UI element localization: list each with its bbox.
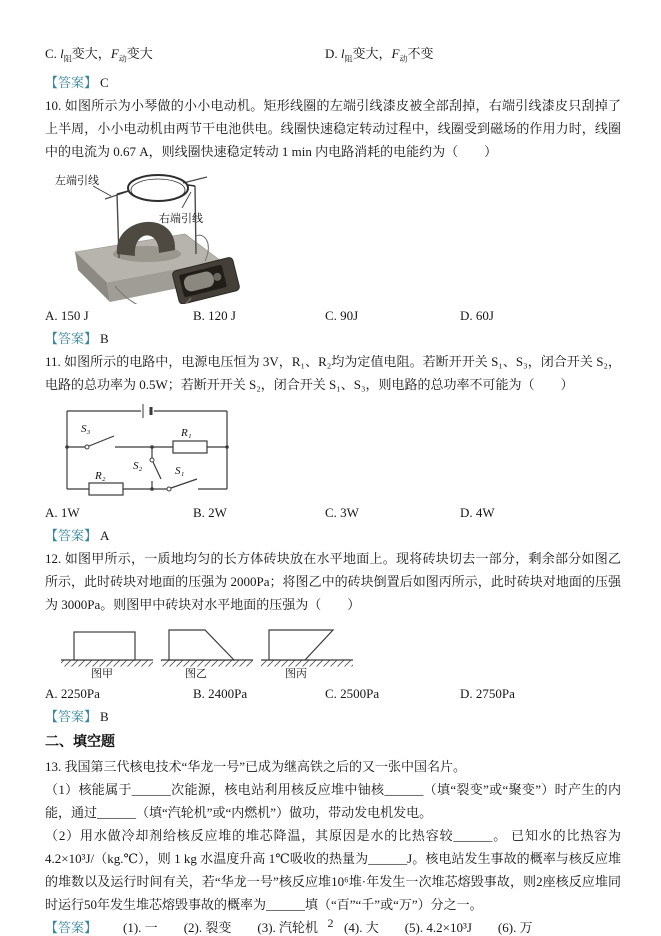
brick-jia-label: 图甲	[91, 667, 113, 680]
ground-hatch-yi	[161, 660, 253, 666]
answer-label: 【答案】	[45, 74, 98, 90]
resistor-r2-label: R₂	[95, 469, 106, 482]
answer-label: 【答案】	[45, 527, 98, 543]
answer-value: B	[100, 330, 109, 346]
question-10-answer	[45, 327, 621, 350]
question-11-options-row	[45, 501, 621, 524]
option-b: B. 120 J	[193, 307, 236, 323]
switch-s2-blade	[153, 462, 161, 479]
coil-axle-right	[188, 185, 195, 186]
switch-s1-label: S₁	[175, 464, 185, 477]
option-d: D. 2750Pa	[460, 685, 515, 701]
question-10-text: 10. 如图所示为小琴做的小小电动机。矩形线圈的左端引线漆皮被全部刮掉，右端引线漆皮只刮掉了上半周，小小电动机由两节干电池供电。线圈快速稳定转动过程中，线圈受到磁场的作用力时，线圈中的电流为 0.67 A，则线圈快速稳定转动 1 min 内电路消耗的电能约为（ ）	[45, 97, 621, 159]
prev-question-answer	[45, 71, 621, 94]
left-label-pointer	[93, 186, 111, 196]
resistor-r2	[89, 483, 123, 495]
question-11-text: 11. 如图所示的电路中，电源电压恒为 3V，R₁、R₂均为定值电阻。若断开开关 S₁、S₃，闭合开关 S₂，电路的总功率为 0.5W；若断开开关 S₂，闭合开关 S₁、S₃，则电路的总功率不可能为（ ）	[45, 353, 621, 392]
circuit-diagram-figure	[57, 401, 621, 499]
left-lead-label: 左端引线	[55, 174, 99, 187]
ground-hatch-bing	[261, 660, 353, 666]
option-d: D. 4W	[460, 504, 495, 520]
switch-s2-contact	[150, 458, 154, 462]
answer-label: 【答案】	[45, 330, 98, 346]
brick-yi-label: 图乙	[185, 667, 207, 680]
answer-label: 【答案】	[45, 708, 98, 724]
option-c: C. 2500Pa	[325, 685, 380, 701]
prev-option-c: C. $l_阻$变大，$F_动$变大	[45, 46, 153, 64]
circuit-diagram-svg	[57, 401, 242, 499]
option-c: C. 90J	[325, 307, 359, 323]
answer-value: C	[100, 74, 109, 90]
switch-s3-label: S₃	[81, 422, 91, 435]
ground-hatch-jia	[61, 660, 153, 666]
switch-s3-blade	[89, 436, 114, 446]
switch-s1-blade	[171, 479, 197, 488]
resistor-r1-label: R₁	[181, 426, 192, 439]
switch-s1-contact	[167, 487, 171, 491]
option-b: B. 2400Pa	[193, 685, 248, 701]
brick-bing	[269, 630, 333, 660]
answer-item-5: (5). 4.2×10³J	[404, 919, 472, 935]
question-13-part2: （2）用水做冷却剂给核反应堆的堆芯降温，其原因是水的比热容较______。 已知水的比热容为 4.2×10³J/（kg.℃），则 1 kg 水温度升高 1℃吸收的热量为______J。核电站发生事故的概率与核反应堆的堆数以及运行时间有关，若“华龙一号”核反应堆10⁶堆·年发生一次堆芯熔毁事故，则2座核反应堆同时运行50年发生堆芯熔毁事故的概率为______填（“百”“千”或“万”）分之一。	[45, 827, 621, 912]
question-13-intro: 13. 我国第三代核电技术“华龙一号”已成为继高铁之后的又一张中国名片。	[45, 758, 467, 774]
option-a: A. 150 J	[45, 307, 89, 323]
answer-value: B	[100, 708, 109, 724]
brick-figure-svg	[57, 618, 357, 682]
option-a: A. 1W	[45, 504, 80, 520]
brick-jia	[74, 632, 135, 660]
answer-value: A	[100, 527, 110, 543]
question-13-part1: （1）核能属于______次能源，核电站利用核反应堆中铀核______（填“裂变”或“聚变”）时产生的内能，通过______（填“汽轮机”或“内燃机”）做功，带动发电机发电。	[45, 781, 621, 820]
coil-loop-inner	[131, 179, 185, 201]
brick-bing-label: 图丙	[285, 667, 307, 680]
question-12-text: 12. 如图甲所示，一质地均匀的长方体砖块放在水平地面上。现将砖块切去一部分，剩余部分如图乙所示，此时砖块对地面的压强为 2000Pa；将图乙中的砖块倒置后如图丙所示，此时砖块对地面的压强为 3000Pa。则图甲中砖块对水平地面的压强为（ ）	[45, 550, 621, 612]
option-b: B. 2W	[193, 504, 227, 520]
motor-photo-figure	[55, 166, 621, 304]
page-number: 2	[327, 916, 334, 930]
answer-item-3: (3). 汽轮机	[257, 919, 319, 935]
option-c: C. 3W	[325, 504, 359, 520]
answer-label: 【答案】	[45, 919, 98, 935]
brick-yi	[169, 630, 234, 660]
section-heading-fill-in-blanks: 二、填空题	[45, 732, 115, 749]
question-10-options-row	[45, 304, 621, 327]
answer-item-6: (6). 万	[497, 919, 533, 935]
motor-photo-svg	[55, 166, 265, 304]
question-12-answer	[45, 705, 621, 728]
prev-question-options-row	[45, 42, 621, 71]
answer-item-1: (1). 一	[123, 919, 158, 935]
option-a: A. 2250Pa	[45, 685, 100, 701]
resistor-r1	[173, 441, 207, 453]
question-12-options-row	[45, 682, 621, 705]
right-support-top	[183, 177, 207, 183]
question-11-answer	[45, 524, 621, 547]
prev-option-d: D. $l_阻$变大，$F_动$不变	[325, 46, 434, 64]
option-d: D. 60J	[460, 307, 494, 323]
right-lead-label: 右端引线	[159, 212, 203, 225]
answer-item-4: (4). 大	[344, 919, 379, 935]
brick-figure	[57, 618, 621, 682]
switch-s3-contact	[85, 445, 89, 449]
answer-item-2: (2). 裂变	[183, 919, 232, 935]
switch-s2-label: S₂	[133, 459, 143, 472]
